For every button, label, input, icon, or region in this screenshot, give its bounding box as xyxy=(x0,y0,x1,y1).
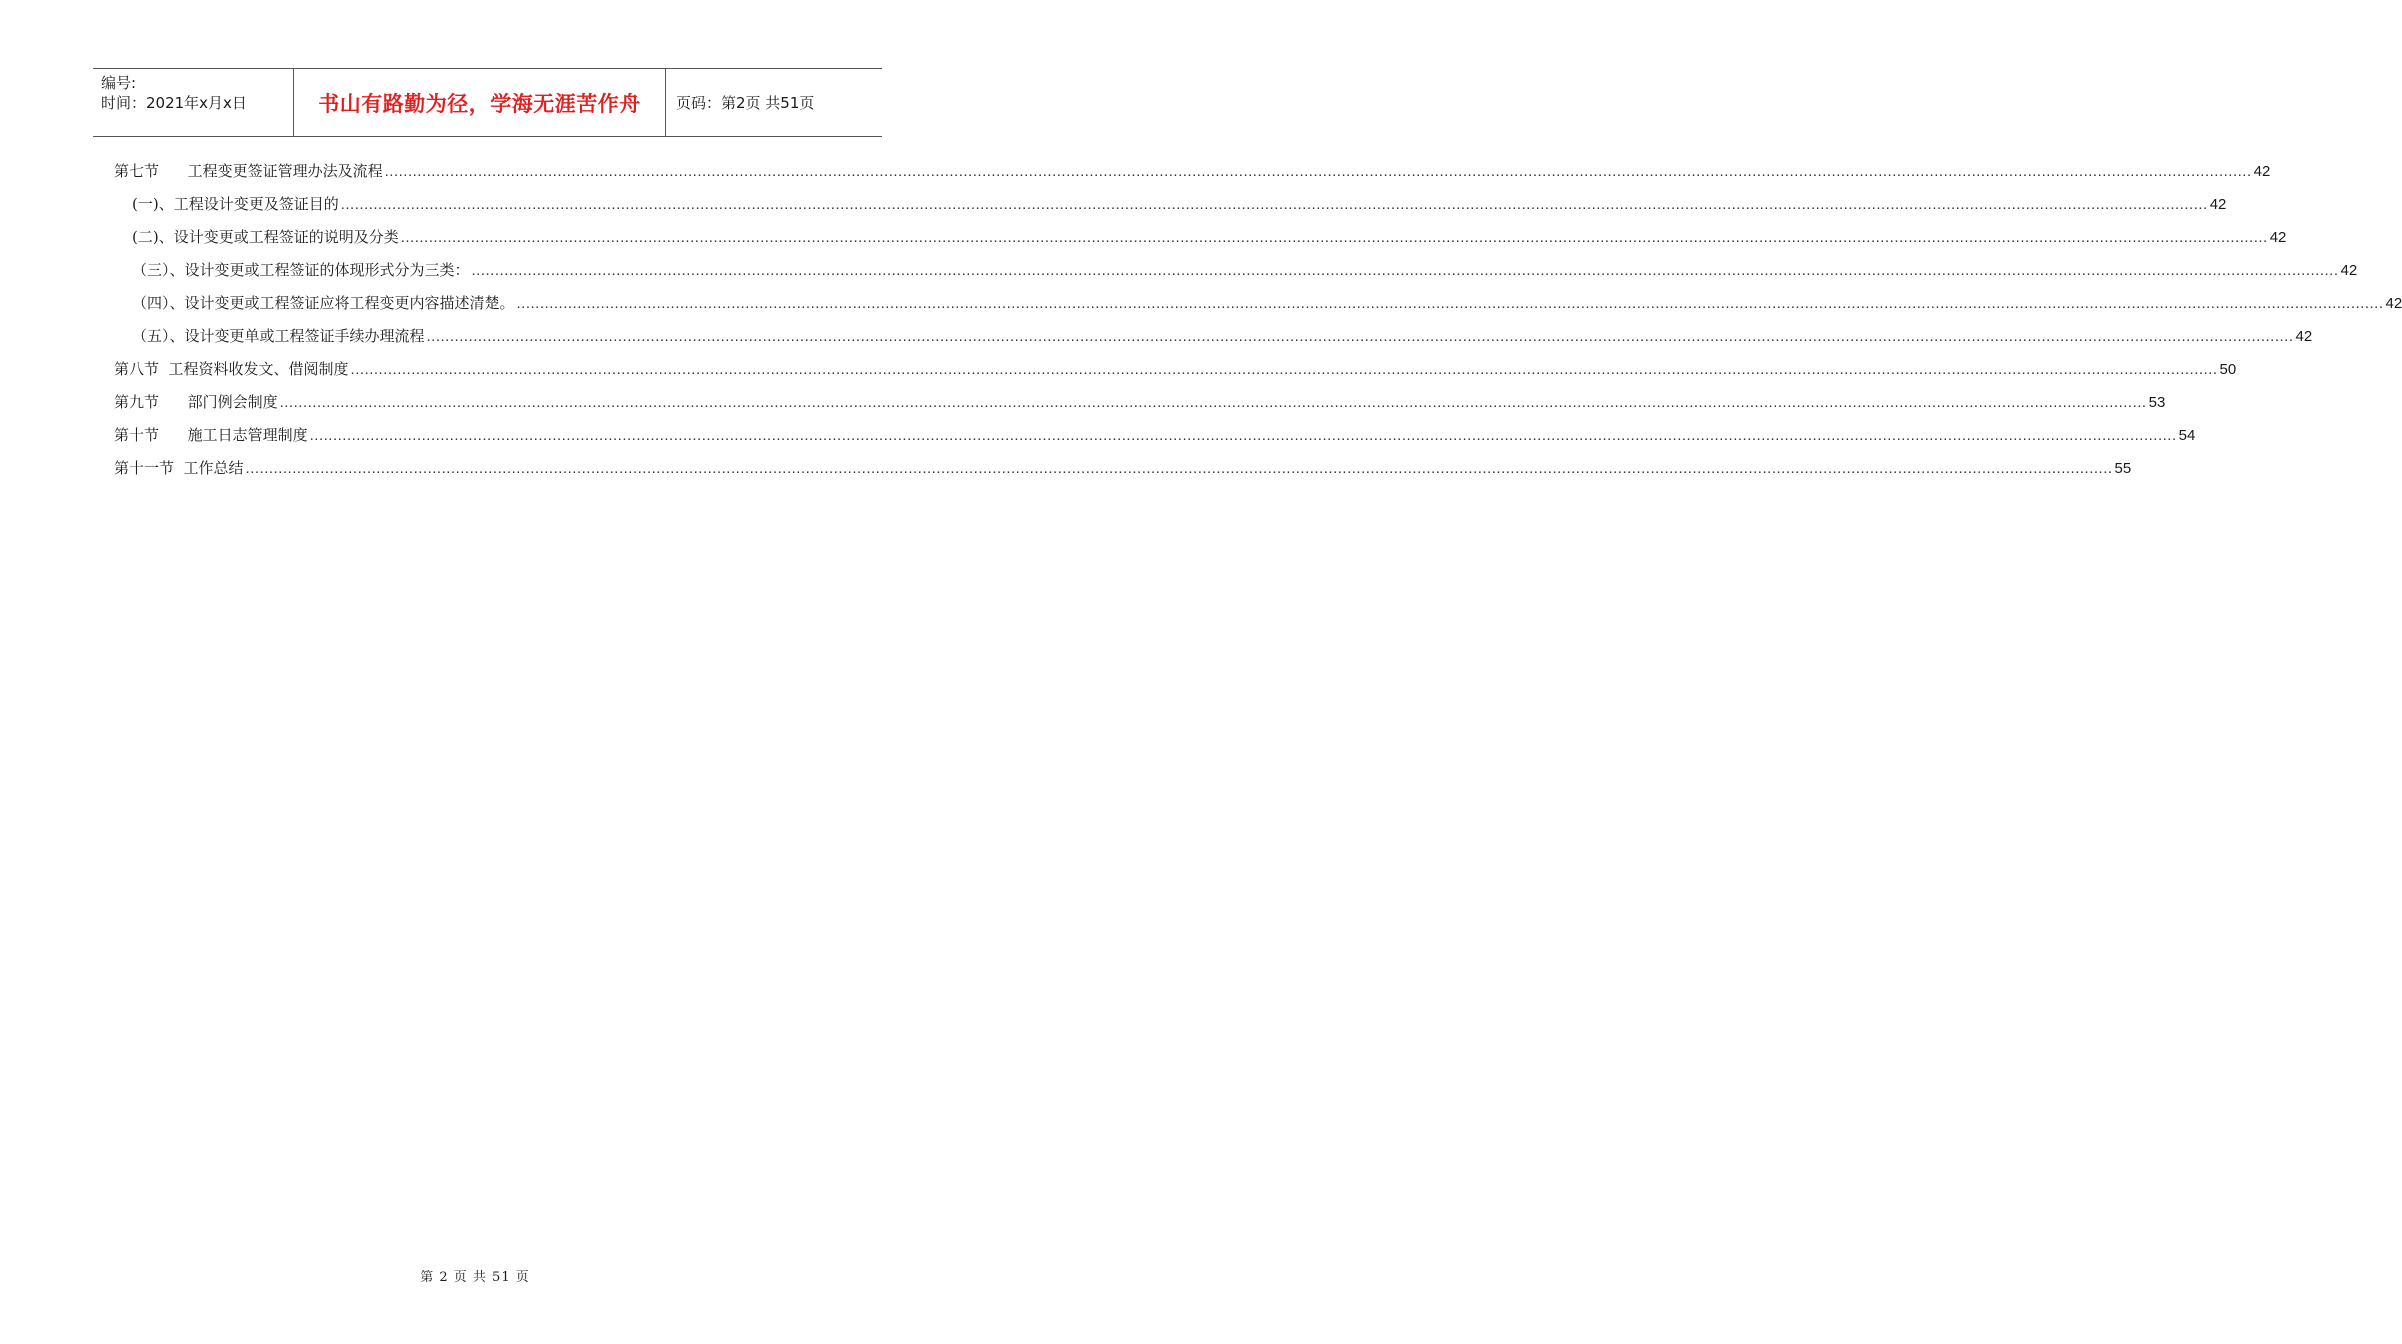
document-number-label: 编号: xyxy=(101,74,137,92)
toc-entry[interactable] xyxy=(114,424,2196,457)
toc-entry-page: 42 xyxy=(2253,163,2271,180)
toc-entry[interactable] xyxy=(114,292,2402,325)
toc-entry-page: 54 xyxy=(2178,427,2196,444)
toc-entry-title: 第十一节 工作总结 xyxy=(114,459,244,477)
toc-entry-title: 第十节 施工日志管理制度 xyxy=(114,426,308,444)
toc-entry-page: 53 xyxy=(2148,394,2166,411)
toc-entry-title: 第七节 工程变更签证管理办法及流程 xyxy=(114,162,383,180)
toc-entry-page: 42 xyxy=(2209,196,2227,213)
toc-entry[interactable] xyxy=(114,358,2237,391)
toc-entry[interactable] xyxy=(114,160,2271,193)
toc-entry[interactable] xyxy=(114,391,2166,424)
toc-entry-title: （五）、设计变更单或工程签证手续办理流程 xyxy=(132,327,425,345)
toc-entry-page: 50 xyxy=(2219,361,2237,378)
page-header xyxy=(93,68,882,137)
toc-leader-dots: ................................................................................................................................................................................................................................................................................................................................................................................................................ xyxy=(309,427,2177,444)
toc-entry[interactable] xyxy=(114,193,2227,226)
toc-entry-page: 42 xyxy=(2340,262,2358,279)
toc-leader-dots: ................................................................................................................................................................................................................................................................................................................................................................................................................ xyxy=(400,229,2268,246)
toc-entry-page: 42 xyxy=(2385,295,2402,312)
header-meta xyxy=(93,69,293,136)
toc-entry-title: (一)、工程设计变更及签证目的 xyxy=(132,195,339,213)
toc-leader-dots: ................................................................................................................................................................................................................................................................................................................................................................................................................ xyxy=(279,394,2147,411)
toc-leader-dots: ................................................................................................................................................................................................................................................................................................................................................................................................................ xyxy=(516,295,2384,312)
toc-entry-title: （四）、设计变更或工程签证应将工程变更内容描述清楚。 xyxy=(132,294,515,312)
toc-leader-dots: ................................................................................................................................................................................................................................................................................................................................................................................................................ xyxy=(350,361,2218,378)
toc-leader-dots: ................................................................................................................................................................................................................................................................................................................................................................................................................ xyxy=(340,196,2208,213)
toc-entry-page: 42 xyxy=(2295,328,2313,345)
toc-entry[interactable] xyxy=(114,325,2313,358)
toc-leader-dots: ................................................................................................................................................................................................................................................................................................................................................................................................................ xyxy=(245,460,2113,477)
page-footer: 第 2 页 共 51 页 xyxy=(420,1270,530,1285)
header-page-info: 页码：第2页 共51页 xyxy=(676,94,815,112)
document-time: 时间：2021年x月x日 xyxy=(101,94,247,112)
toc-entry-title: (二)、设计变更或工程签证的说明及分类 xyxy=(132,228,399,246)
toc-entry[interactable] xyxy=(114,226,2287,259)
toc-entry-title: 第八节 工程资料收发文、借阅制度 xyxy=(114,360,349,378)
toc-leader-dots: ................................................................................................................................................................................................................................................................................................................................................................................................................ xyxy=(384,163,2252,180)
toc-entry-page: 42 xyxy=(2269,229,2287,246)
toc-entry[interactable] xyxy=(114,457,2132,490)
toc-entry-page: 55 xyxy=(2114,460,2132,477)
table-of-contents xyxy=(114,160,2402,490)
toc-entry-title: （三）、设计变更或工程签证的体现形式分为三类： xyxy=(132,261,470,279)
toc-entry[interactable] xyxy=(114,259,2358,292)
header-motto: 书山有路勤为径，学海无涯苦作舟 xyxy=(293,69,666,136)
toc-leader-dots: ................................................................................................................................................................................................................................................................................................................................................................................................................ xyxy=(471,262,2339,279)
toc-entry-title: 第九节 部门例会制度 xyxy=(114,393,278,411)
toc-leader-dots: ................................................................................................................................................................................................................................................................................................................................................................................................................ xyxy=(426,328,2294,345)
